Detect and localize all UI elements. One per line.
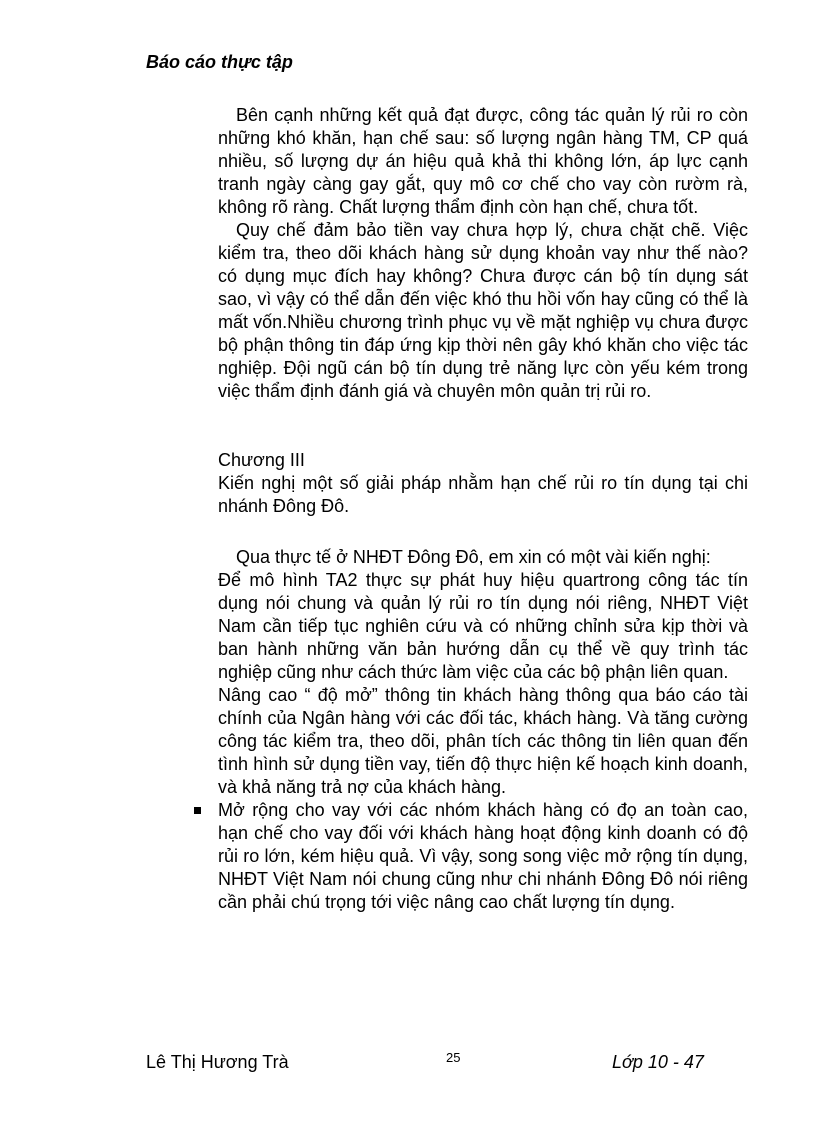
chapter-title: Kiến nghị một số giải pháp nhằm hạn chế rủi ro tín dụng tại chi nhánh Đông Đô.: [218, 473, 748, 516]
document-body: [218, 104, 748, 914]
footer-author: Lê Thị Hương Trà: [146, 1052, 289, 1072]
recommendation-ta2-model: Để mô hình TA2 thực sự phát huy hiệu quartrong công tác tín dụng nói chung và quản lý rủi ro tín dụng nói riêng, NHĐT Việt Nam cần tiếp tục nghiên cứu và có những chỉnh sửa kịp thời và ban hành những văn bản hướng dẫn cụ thể về quy trình tác nghiệp cũng như cách thức làm việc của các bộ phận liên quan.: [218, 570, 748, 682]
report-title: Báo cáo thực tập: [146, 52, 293, 72]
square-bullet-icon: [194, 807, 201, 814]
paragraph-loan-regulations: Quy chế đảm bảo tiền vay chưa hợp lý, chưa chặt chẽ. Việc kiểm tra, theo dõi khách hàng sử dụng khoản vay như thế nào? có dụng mục đích hay không? Chưa được cán bộ tín dụng sát sao, vì vậy có thể dẫn đến việc khó thu hồi vốn hay cũng có thể là mất vốn.Nhiều chương trình phục vụ về mặt nghiệp vụ chưa được bộ phận thông tin đáp ứng kịp thời nên gây khó khăn cho việc tác nghiệp. Đội ngũ cán bộ tín dụng trẻ năng lực còn yếu kém trong việc thẩm định đánh giá và chuyên môn quản trị rủi ro.: [218, 220, 748, 401]
footer-class: Lớp 10 - 47: [612, 1052, 704, 1072]
chapter-number: Chương III: [218, 450, 305, 470]
paragraph-achievements: Bên cạnh những kết quả đạt được, công tác quản lý rủi ro còn những khó khăn, hạn chế sau: số lượng ngân hàng TM, CP quá nhiều, số lượng dự án hiệu quả khả thi không lớn, áp lực cạnh tranh ngày càng gay gắt, quy mô cơ chế cho vay còn rườm rà, không rõ ràng. Chất lượng thẩm định còn hạn chế, chưa tốt.: [218, 105, 748, 217]
page-number: 25: [446, 1050, 461, 1065]
recommendations-intro: Qua thực tế ở NHĐT Đông Đô, em xin có một vài kiến nghị:: [236, 547, 711, 567]
bullet-text: Mở rộng cho vay với các nhóm khách hàng có đọ an toàn cao, hạn chế cho vay đối với khách hàng hoạt động kinh doanh có độ rủi ro lớn, kém hiệu quả. Vì vậy, song song việc mở rộng tín dụng, NHĐT Việt Nam nói chung cũng như chi nhánh Đông Đô nói riêng cần phải chú trọng tới việc nâng cao chất lượng tín dụng.: [218, 800, 748, 912]
recommendation-customer-info: Nâng cao “ độ mở” thông tin khách hàng thông qua báo cáo tài chính của Ngân hàng với các đối tác, khách hàng. Và tăng cường công tác kiểm tra, theo dõi, phân tích các thông tin liên quan đến tình hình sử dụng tiền vay, tiến độ thực hiện kế hoạch kinh doanh, và khả năng trả nợ của khách hàng.: [218, 685, 748, 797]
bullet-list-item: [218, 799, 748, 914]
